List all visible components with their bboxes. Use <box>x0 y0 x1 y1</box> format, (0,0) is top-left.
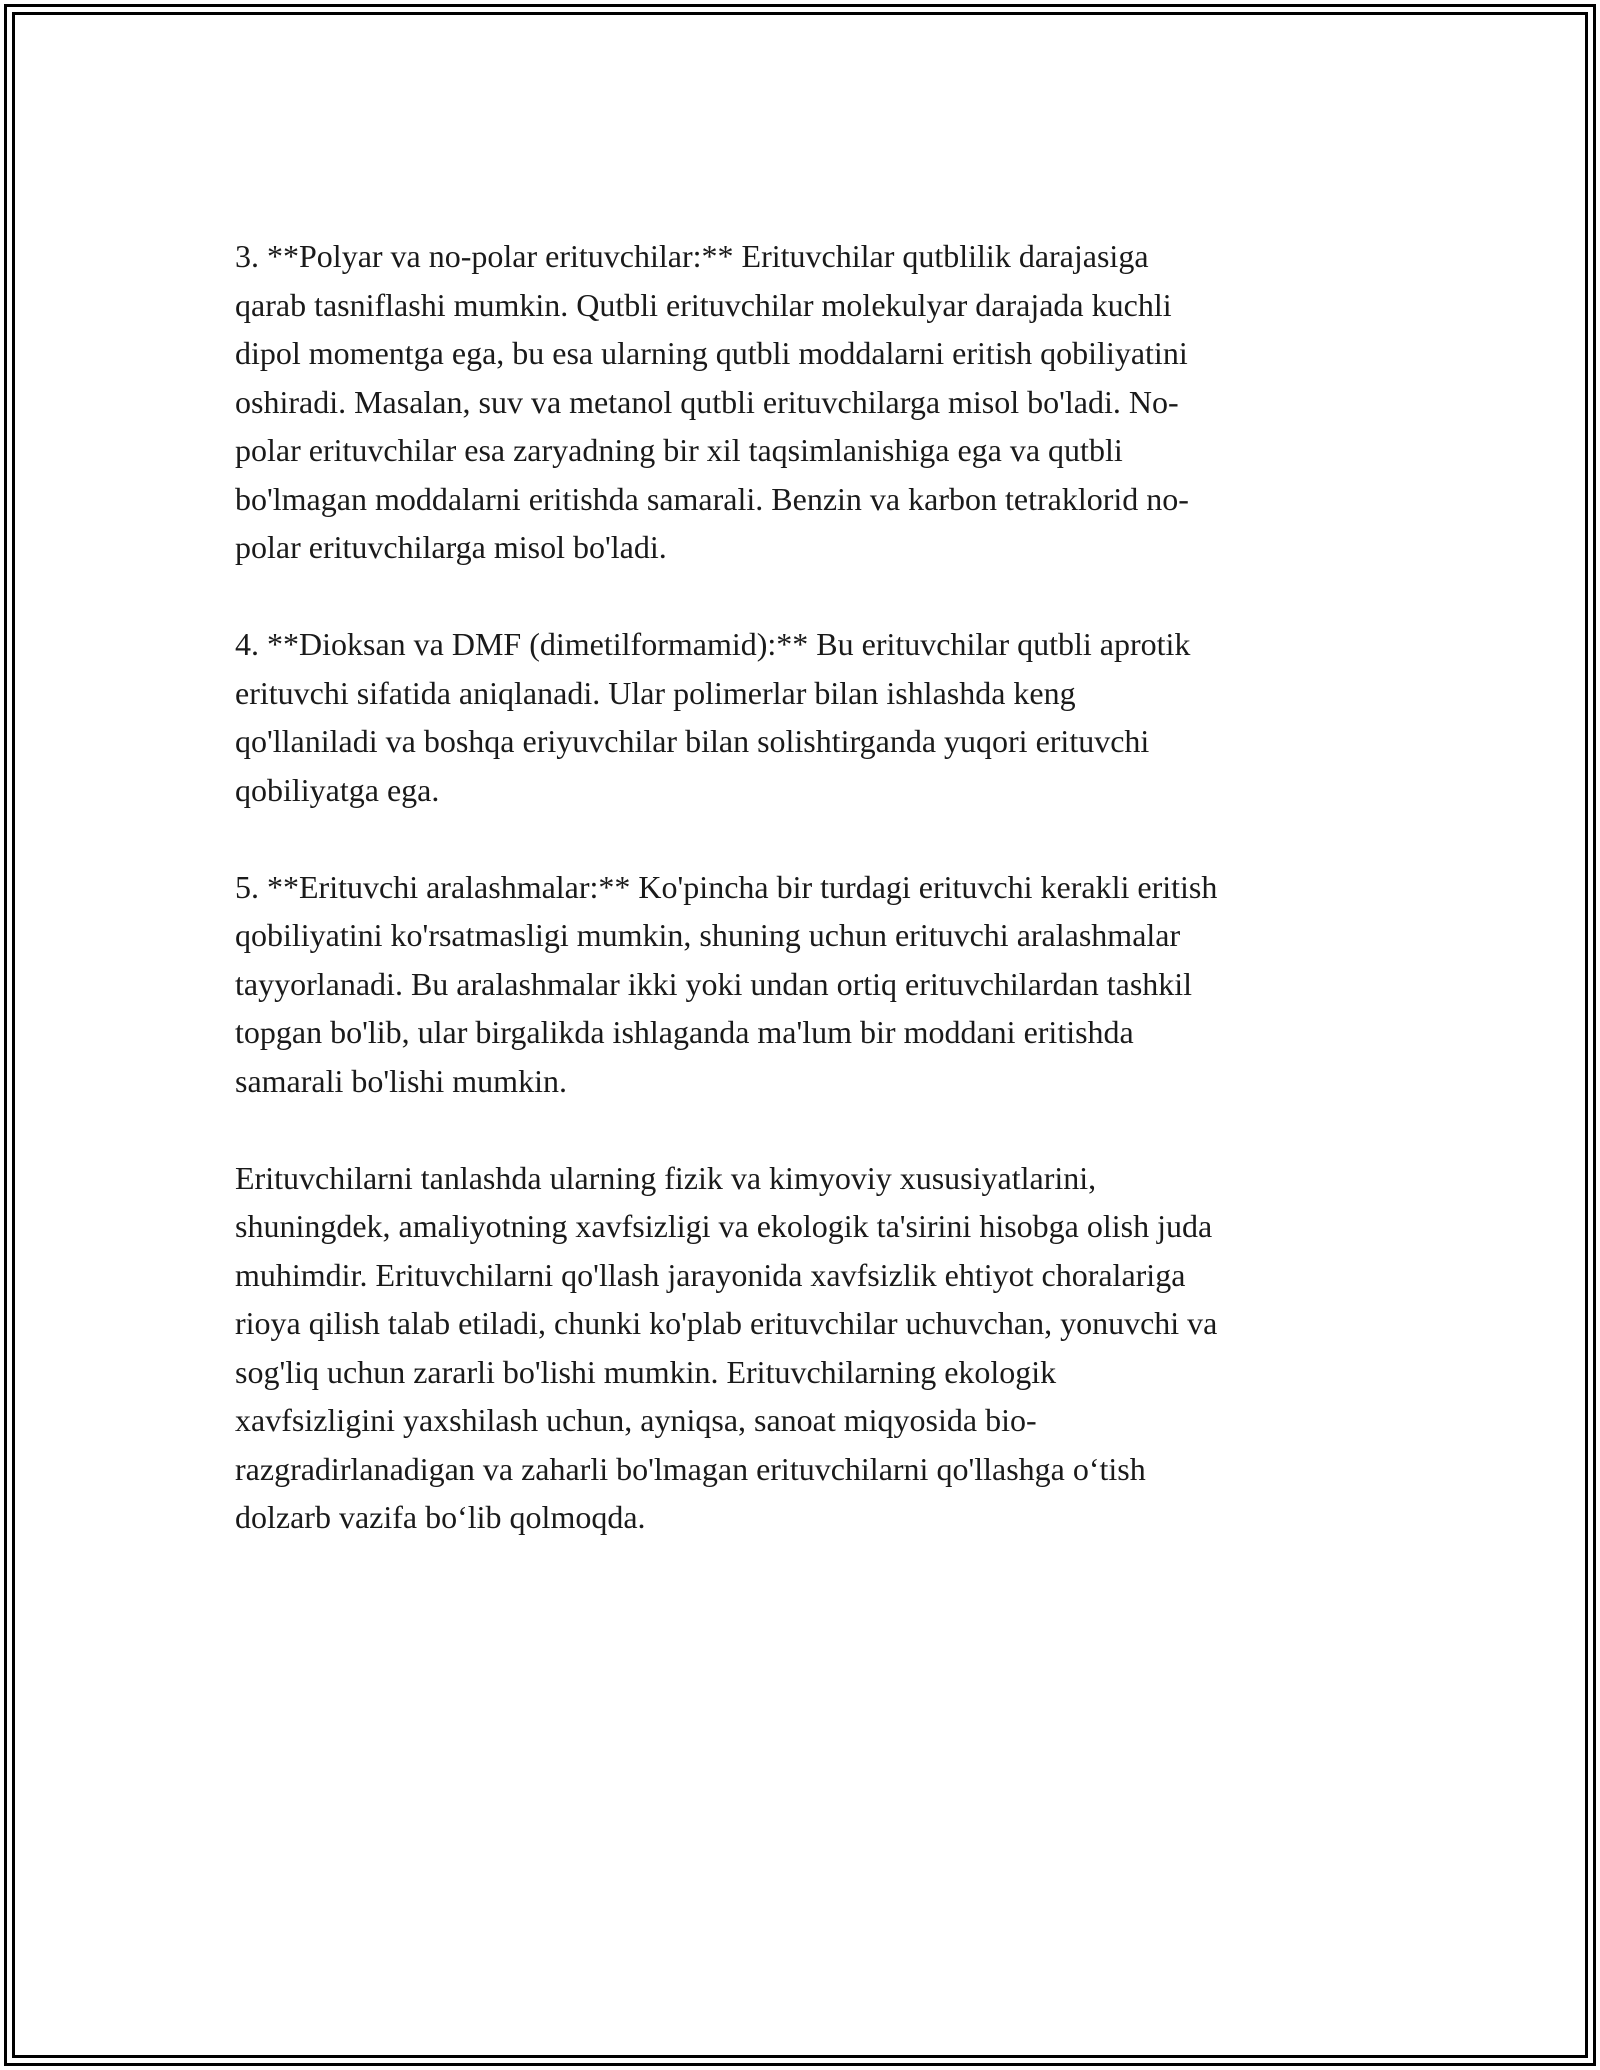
paragraph-solvent-mixtures: 5. **Erituvchi aralashmalar:** Ko'pincha bir turdagi erituvchi kerakli eritish qobiliyatini ko'rsatmasligi mumkin, shuning uchun erituvchi aralashmalar tayyorlanadi. Bu aralashmalar ikki yoki undan ortiq erituvchilardan tashkil topgan bo'lib, ular birgalikda ishlaganda ma'lum bir moddani eritishda samarali bo'lishi mumkin. <box>235 868 1218 1099</box>
paragraph-polar-solvents: 3. **Polyar va no-polar erituvchilar:** Erituvchilar qutblilik darajasiga qarab tasniflashi mumkin. Qutbli erituvchilar molekulyar darajada kuchli dipol momentga ega, bu esa ularning qutbli moddalarni eritish qobiliyatini oshiradi. Masalan, suv va metanol qutbli erituvchilarga misol bo'ladi. No- polar erituvchilar esa zaryadning bir xil taqsimlanishiga ega va qutbli bo'lmagan moddalarni eritishda samarali. Benzin va karbon tetraklorid no- polar erituvchilarga misol bo'ladi. <box>235 238 1189 565</box>
paragraph-dioxane-dmf: 4. **Dioksan va DMF (dimetilformamid):** Bu erituvchilar qutbli aprotik erituvchi sifatida aniqlanadi. Ular polimerlar bilan ishlashda keng qo'llaniladi va boshqa eriyuvchilar bilan solishtirganda yuqori erituvchi qobiliyatga ega. <box>235 626 1191 808</box>
document-body <box>235 232 1375 1590</box>
paragraph-solvent-selection: Erituvchilarni tanlashda ularning fizik va kimyoviy xususiyatlarini, shuningdek, amaliyotning xavfsizligi va ekologik ta'sirini hisobga olish juda muhimdir. Erituvchilarni qo'llash jarayonida xavfsizlik ehtiyot choralariga rioya qilish talab etiladi, chunki ko'plab erituvchilar uchuvchan, yonuvchi va sog'liq uchun zararli bo'lishi mumkin. Erituvchilarning ekologik xavfsizligini yaxshilash uchun, ayniqsa, sanoat miqyosida bio- razgradirlanadigan va zaharli bo'lmagan erituvchilarni qo'llashga o‘tish dolzarb vazifa bo‘lib qolmoqda. <box>235 1159 1218 1535</box>
